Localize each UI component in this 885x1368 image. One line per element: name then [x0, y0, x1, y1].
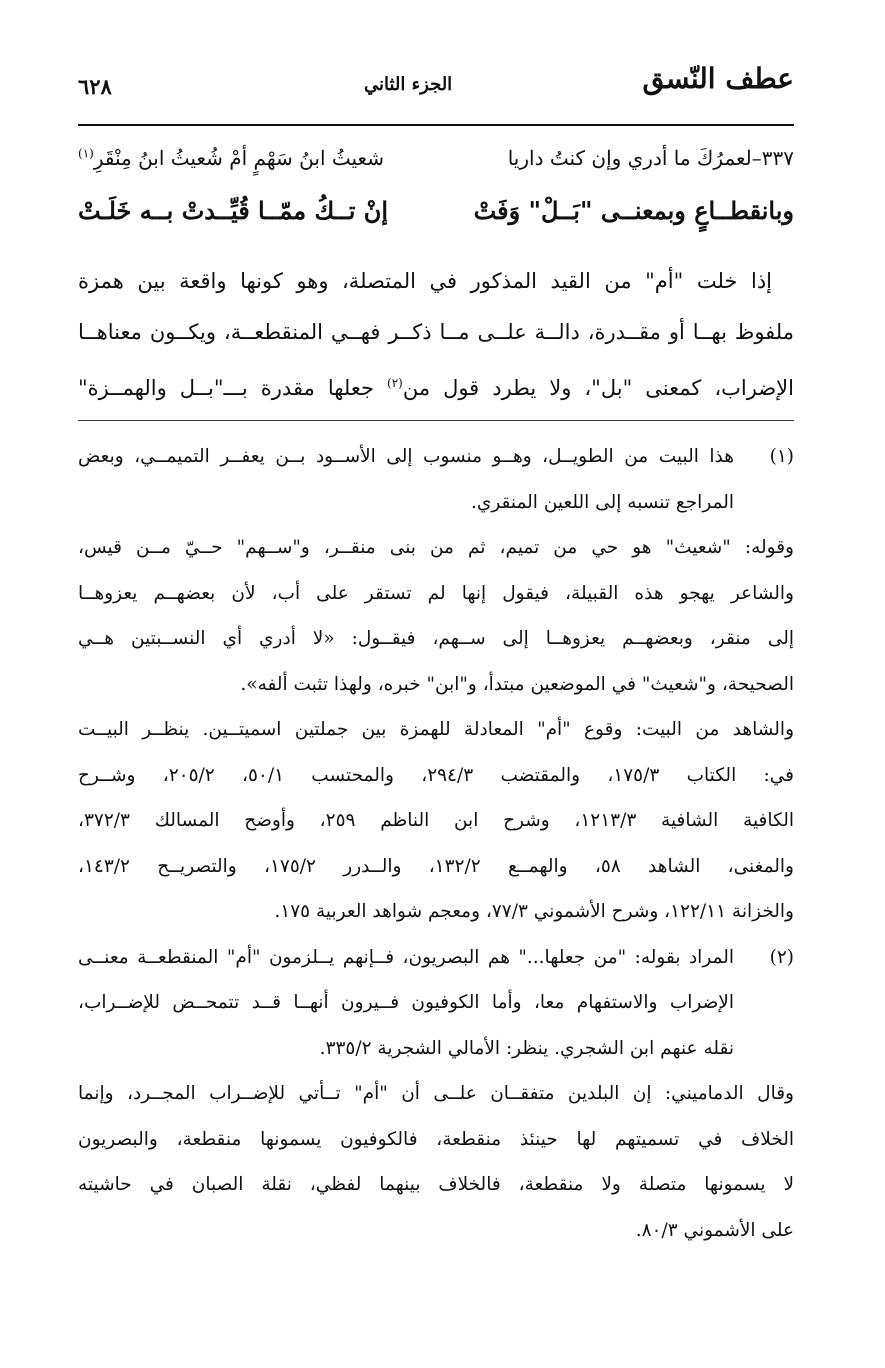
footnote-line: لا يسمونها متصلة ولا منقطعة، فالخلاف بينهما لفظي، نقلة الصبان في حاشيته	[78, 1174, 794, 1195]
footnote-1-number: (١)	[769, 446, 794, 467]
page-header	[78, 62, 794, 106]
footnote-line: على الأشموني ٨٠/٣.	[635, 1219, 794, 1241]
footnote-line: الإضراب والاستفهام معا، وأما الكوفيون فــيرون أنهــا قــد تتمحــض للإضــراب،	[78, 992, 734, 1013]
footnote-line: في: الكتاب ١٧٥/٣، والمقتضب ٢٩٤/٣، والمحتسب ٥٠/١، ٢٠٥/٢، وشــرح	[78, 764, 794, 786]
verse-2-second-hemistich: إنْ تــكُ ممّــا قُيِّــدتْ بــه خَلَـتْ	[78, 196, 389, 225]
footnote-line: والشاعر يهجو هذه القبيلة، فيقول إنها لم تستقر على أب، لأن بعضهــم يعزوهــا	[78, 582, 794, 604]
footnote-line: هذا البيت من الطويــل، وهــو منسوب إلى الأســود بــن يعفــر التميمــي، وبعض	[78, 446, 734, 467]
footnote-2-commentary	[78, 1071, 794, 1253]
footnote-separator	[78, 420, 794, 421]
footnote-line: والمغنى، الشاهد ٥٨، والهمــع ١٣٢/٢، والــدرر ١٧٥/٢، والتصريــح ١٤٣/٢،	[78, 855, 794, 877]
footnote-line: المراجع تنسبه إلى اللعين المنقري.	[470, 491, 734, 513]
verse-1-first-hemistich: ٣٣٧–لعمرُكَ ما أدري وإن كنتُ داريا	[507, 146, 794, 170]
verse-1-second-hemistich	[78, 146, 384, 170]
main-line-1: إذا خلت "أم" من القيد المذكور في المتصلة، وهو كونها واقعة بين همزة	[78, 269, 772, 293]
verse-line-1	[78, 146, 794, 182]
footnote-1	[78, 434, 794, 525]
page-number: ٦٢٨	[78, 74, 112, 99]
footnote-line: الخلاف في تسميتهم لها حينئذ منقطعة، فالكوفيون يسمونها منقطعة، والبصريون	[78, 1128, 794, 1150]
footnote-ref-1[interactable]: (١)	[78, 146, 94, 161]
footnote-line: الصحيحة، و"شعيث" في الموضعين مبتدأ، و"ابن" خبره، ولهذا تثبت ألفه».	[240, 673, 794, 695]
main-line-3	[78, 358, 794, 414]
main-line-3-part-b: جعلها مقدرة بـــ"بــل والهمــزة"	[78, 376, 387, 400]
chapter-title: عطف النّسق	[642, 62, 794, 95]
book-page	[78, 0, 794, 1368]
verse-1-second-text: شعيثُ ابنُ سَهْمٍ أمْ شُعيثُ ابنُ مِنْقَرِ	[93, 146, 384, 170]
footnote-line: والشاهد من البيت: وقوع "أم" المعادلة للهمزة بين جملتين اسميتــين. ينظــر البيــت	[78, 719, 794, 740]
footnote-line: وقال الدماميني: إن البلدين متفقــان علــى أن "أم" تــأتي للإضــراب المجــرد، وإنما	[78, 1083, 794, 1104]
header-rule	[78, 124, 794, 126]
footnotes	[78, 434, 794, 1253]
verse-line-2	[78, 196, 794, 232]
footnote-line: المراد بقوله: "من جعلها..." هم البصريون، فــإنهم يــلزمون "أم" المنقطعــة معنــى	[78, 946, 734, 968]
main-line-2: ملفوظ بهــا أو مقــدرة، دالــة علــى مــا ذكــر فهــي المنقطعــة، ويكــون معناهــا	[78, 320, 794, 344]
footnote-2	[78, 935, 794, 1072]
footnote-1-commentary	[78, 525, 794, 935]
main-line-3-part-a: الإضراب، كمعنى "بل"، ولا يطرد قول من	[402, 376, 794, 400]
footnote-line: الكافية الشافية ١٢١٣/٣، وشرح ابن الناظم ٢٥٩، وأوضح المسالك ٣٧٢/٣،	[78, 810, 794, 831]
footnote-line: وقوله: "شعيث" هو حي من تميم، ثم من بنى منقــر، و"ســهم" حــيّ مــن قيس،	[78, 537, 794, 558]
main-text	[78, 256, 794, 414]
footnote-2-number: (٢)	[769, 946, 794, 968]
footnote-line: والخزانة ١٢٢/١١، وشرح الأشموني ٧٧/٣، ومعجم شواهد العربية ١٧٥.	[274, 901, 794, 922]
footnote-line: إلى منقر، وبعضهــم يعزوهــا إلى ســهم، فيقــول: «لا أدري أي النســبتين هــي	[78, 628, 794, 649]
footnote-ref-2[interactable]: (٢)	[387, 376, 403, 390]
footnote-line: نقله عنهم ابن الشجري. ينظر: الأمالي الشجرية ٣٣٥/٢.	[319, 1037, 734, 1059]
verse-2-first-hemistich: وبانقطــاعٍ وبمعنــى "بَــلْ" وَفَتْ	[473, 196, 794, 225]
part-label: الجزء الثاني	[364, 74, 453, 95]
